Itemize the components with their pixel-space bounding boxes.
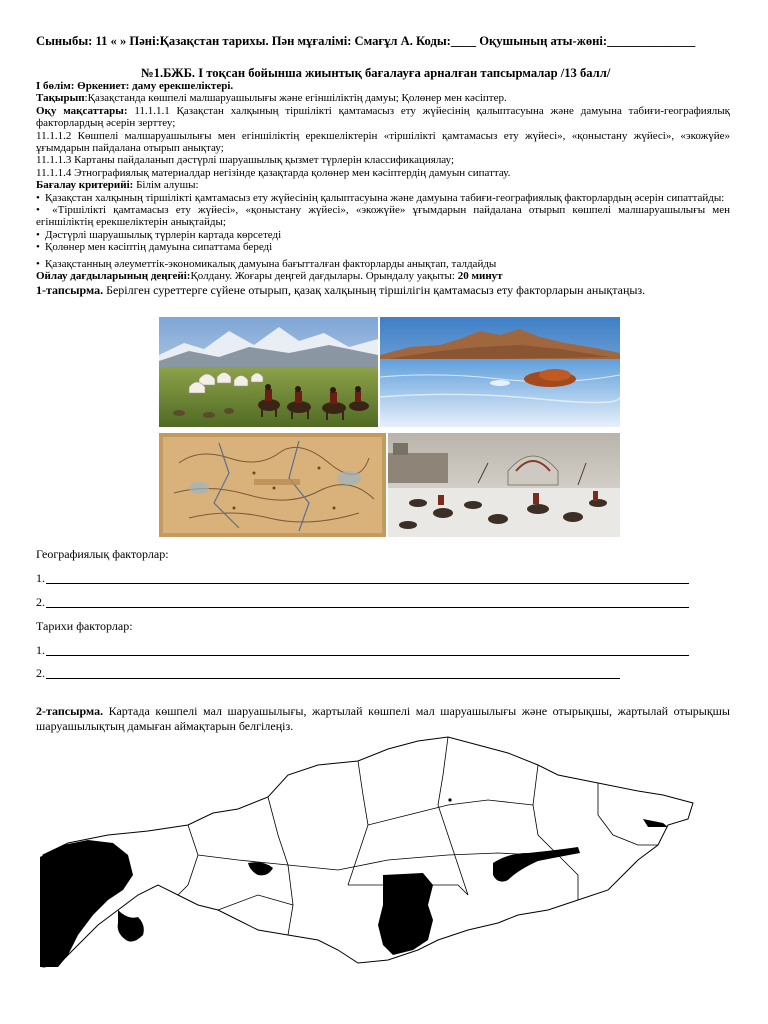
answer-line[interactable] [46, 607, 689, 608]
goal-4: 11.1.1.4 Этнографиялық материалдар негізінде қазақтарда қолөнер мен кәсіптердің дамуын сипаттау. [36, 166, 511, 179]
task2-line [36, 704, 730, 734]
steppe-camp-photo [159, 317, 378, 427]
topic-label: Тақырып [36, 92, 85, 105]
worksheet-title: №1.БЖБ. І тоқсан бойынша жиынтық бағалауға арналған тапсырмалар /13 балл/ [141, 66, 611, 80]
answer-line[interactable] [46, 678, 620, 679]
criteria-line [36, 179, 730, 191]
task2-text: Картада көшпелі мал шаруашылығы, жартылай көшпелі мал шаруашылығы және отырықшы, жартылай отырықшы шаруашылықтың дамыған аймақтарын белгілеңіз. [36, 704, 730, 733]
bullet-icon: • [36, 257, 40, 270]
answer-line[interactable] [46, 583, 689, 584]
thinking-label: Ойлау дағдыларының деңгейі: [36, 270, 191, 283]
criteria-text: Білім алушы: [133, 179, 199, 192]
section-heading: І бөлім: Өркениет: даму ерекшеліктері. [36, 80, 234, 92]
goal-3: 11.1.1.3 Картаны пайдаланып дәстүрлі шаруашылық қызмет түрлерін классификациялау; [36, 154, 455, 167]
criteria-item: • Қолөнер мен кәсіптің дамуына сипаттама береді [36, 241, 273, 254]
geo-answer-1[interactable] [36, 571, 45, 586]
task1-label: 1-тапсырма. [36, 282, 104, 297]
goal-2: 11.1.1.2 Көшпелі малшаруашылығы мен егіншіліктің ерекшеліктерін «тіршілікті қамтамасыз ету жүйесі», «қоныстану жүйесі», «экожүйе» ұғымдарын пайдалана отырып анықтау; [36, 129, 730, 155]
bullet-icon: • [36, 204, 40, 217]
criteria-item: • Қазақстан халқының тіршілікті қамтамасыз ету жүйесінің қалыптасуына және дамуына табиғи-географиялық факторлардың әсерін сипаттайды: [36, 191, 725, 204]
time-value: 20 минут [457, 270, 503, 283]
geo-factors-label: Географиялық факторлар: [36, 547, 169, 561]
answer-number: 1. [36, 571, 45, 585]
answer-line[interactable] [46, 655, 689, 656]
bullet-icon: • [36, 241, 40, 254]
criteria-item: • Дәстүрлі шаруашылық түрлерін картада көрсетеді [36, 228, 282, 241]
topic-text: :Қазақстанда көшпелі малшаруашылығы және егіншіліктің дамуы; Қолөнер мен кәсіптер. [84, 92, 507, 105]
task1-text: Берілген суреттерге сүйене отырып, қазақ халқының тіршілігін қамтамасыз ету факторларын анықтаңыз. [103, 282, 646, 297]
criteria-item: • «Тіршілікті қамтамасыз ету жүйесі», «қоныстану жүйесі», «экожүйе» ұғымдарын пайдалана отырып көшпелі малшаруашылығы мен егіншіліктің ерекшеліктерін анықтайды; [36, 204, 730, 229]
criteria-label: Бағалау критерийі: [36, 179, 134, 192]
answer-number: 2. [36, 666, 45, 680]
thinking-text: Қолдану. Жоғары деңгей дағдылары. Орындалу уақыты: [190, 270, 458, 283]
frozen-lake-photo [380, 317, 620, 427]
bullet-icon: • [36, 191, 40, 204]
bullet-icon: • [36, 228, 40, 241]
goals-text: 11.1.1.1 Қазақстан халқының тіршілікті қамтамасыз ету жүйесінің қалыптасуына және дамуына табиғи-географиялық факторлардың әсерін зерттеу; [36, 104, 730, 130]
thinking-line [36, 270, 730, 282]
goals-line [36, 105, 730, 130]
answer-number: 1. [36, 643, 45, 657]
header-line: Сыныбы: 11 « » Пәні:Қазақстан тарихы. Пән мұғалімі: Смағұл А. Коды:____ Оқушының аты-жөні:______________ [36, 34, 696, 48]
task1-line [36, 283, 730, 297]
answer-number: 2. [36, 595, 45, 609]
criteria-item: • Қазақстанның әлеуметтік-экономикалық дамуына бағытталған факторларды анықтап, талдайды [36, 257, 497, 270]
hist-answer-1[interactable] [36, 643, 45, 658]
task2-label: 2-тапсырма. [36, 704, 104, 718]
hist-factors-label: Тарихи факторлар: [36, 619, 133, 633]
old-map-photo [159, 433, 386, 537]
goals-label: Оқу мақсаттары: [36, 104, 128, 117]
winter-caravan-photo [388, 433, 620, 537]
kazakhstan-outline-map[interactable] [38, 735, 698, 970]
geo-answer-2[interactable] [36, 595, 45, 610]
hist-answer-2[interactable] [36, 666, 45, 681]
topic-line [36, 92, 730, 104]
worksheet-body [36, 80, 730, 297]
